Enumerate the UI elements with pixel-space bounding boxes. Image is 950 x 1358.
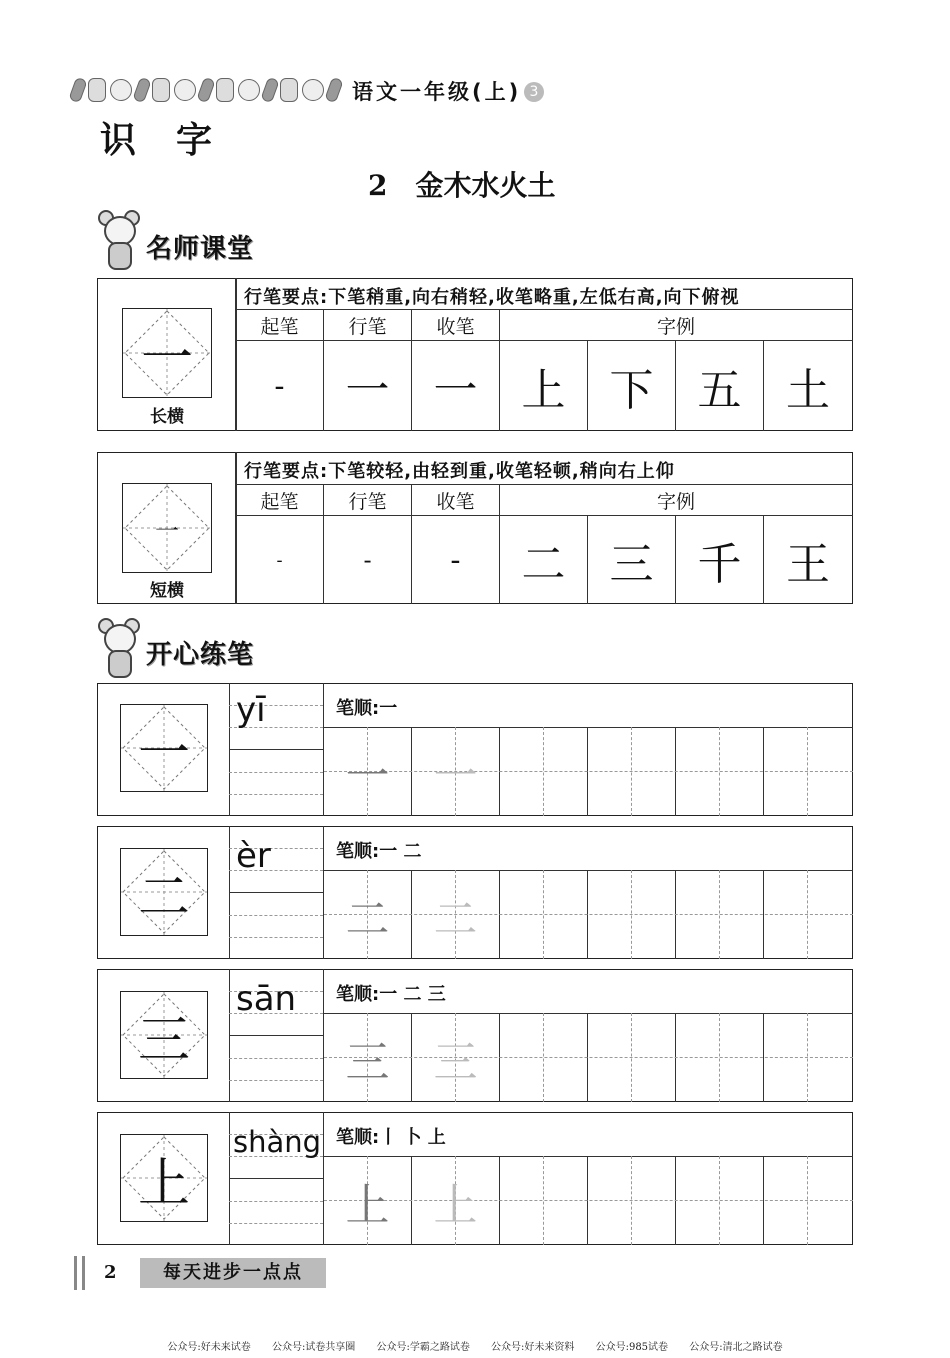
stroke-order-label: 笔顺: xyxy=(336,841,380,862)
stroke-char: 一 xyxy=(140,328,193,389)
stroke-order-value: 一 二 xyxy=(379,841,422,862)
pinyin: sān xyxy=(236,979,297,1019)
step-end: 一 xyxy=(433,365,478,416)
section-title-teacher: 名师课堂 xyxy=(146,234,255,264)
header-start: 起笔 xyxy=(260,491,299,513)
mouse-runner-icon xyxy=(96,616,140,676)
stroke-order xyxy=(336,694,397,720)
stroke-caption: 短横 xyxy=(150,581,184,601)
grade-title: 语文一年级(上) xyxy=(352,80,522,104)
example-char: 五 xyxy=(697,365,742,416)
stroke-order-label: 笔顺: xyxy=(336,984,380,1005)
grade-page-badge: 3 xyxy=(524,82,544,102)
trace-char[interactable]: 上 xyxy=(433,1180,478,1231)
lesson-heading xyxy=(368,164,556,204)
stroke-rule: 行笔要点:下笔稍重,向右稍轻,收笔略重,左低右高,向下俯视 xyxy=(244,287,740,308)
footer-slogan: 每天进步一点点 xyxy=(140,1258,326,1288)
practice-grid xyxy=(120,704,208,792)
practice-char: 三 xyxy=(137,1010,190,1071)
watermark: 公众号:好未来试卷 公众号:试卷共享圈 公众号:学霸之路试卷 公众号:好未来资料 公众号:985试卷 公众号:清北之路试卷 xyxy=(167,1342,783,1353)
trace-char[interactable]: 二 xyxy=(345,894,390,945)
step-end: - xyxy=(450,542,461,578)
pinyin: shàng xyxy=(233,1125,322,1159)
practice-grid xyxy=(120,1134,208,1222)
header-end: 收笔 xyxy=(436,491,475,513)
pencil-icon xyxy=(68,77,87,104)
unit-title: 识字 xyxy=(100,119,253,161)
clock-icon xyxy=(280,78,298,102)
trace-char[interactable]: 上 xyxy=(345,1180,390,1231)
stroke-order-label: 笔顺: xyxy=(336,1127,380,1148)
example-char: 上 xyxy=(521,365,566,416)
cloud-icon xyxy=(174,79,196,101)
header-end: 收笔 xyxy=(436,316,475,338)
stroke-caption: 长横 xyxy=(150,407,184,427)
example-char: 土 xyxy=(786,365,830,416)
practice-grid xyxy=(120,991,208,1079)
example-char: 二 xyxy=(521,539,566,590)
trace-char[interactable]: 三 xyxy=(433,1037,478,1088)
stroke-rule: 行笔要点:下笔较轻,由轻到重,收笔轻顿,稍向右上仰 xyxy=(244,461,675,482)
trace-char[interactable]: 一 xyxy=(345,751,390,802)
stroke-order xyxy=(336,980,446,1006)
cloud-icon xyxy=(302,79,324,101)
practice-grid xyxy=(120,848,208,936)
page-number: 2 xyxy=(104,1262,117,1283)
header-move: 行笔 xyxy=(348,316,387,338)
stroke-char: 一 xyxy=(155,516,179,545)
step-move: - xyxy=(363,546,372,574)
step-start: - xyxy=(274,368,285,404)
practice-char: 一 xyxy=(137,723,190,784)
header-start: 起笔 xyxy=(260,316,299,338)
pencil-icon xyxy=(196,77,215,104)
cloud-icon xyxy=(238,79,260,101)
pinyin: yī xyxy=(236,690,266,730)
header-examples: 字例 xyxy=(656,491,695,513)
stroke-order xyxy=(336,837,421,863)
stroke-order-value: 丨 卜 上 xyxy=(379,1127,446,1148)
stroke-order-value: 一 xyxy=(379,698,398,719)
lesson-title: 金木水火土 xyxy=(415,169,556,202)
trace-char[interactable]: 三 xyxy=(345,1037,390,1088)
pencil-icon xyxy=(132,77,151,104)
example-char: 千 xyxy=(697,539,742,590)
stroke-grid-long xyxy=(122,308,212,398)
stroke-order-value: 一 二 三 xyxy=(379,984,446,1005)
stroke-order xyxy=(336,1123,446,1149)
example-char: 王 xyxy=(786,539,830,590)
pencil-icon xyxy=(324,77,343,104)
clock-icon xyxy=(152,78,170,102)
cloud-icon xyxy=(110,79,132,101)
example-char: 三 xyxy=(609,539,654,590)
header-examples: 字例 xyxy=(656,316,695,338)
practice-char: 二 xyxy=(137,867,190,928)
header-decoration xyxy=(72,72,346,108)
stroke-grid-short xyxy=(122,483,212,573)
clock-icon xyxy=(216,78,234,102)
step-move: 一 xyxy=(345,365,390,416)
header-move: 行笔 xyxy=(348,491,387,513)
clock-icon xyxy=(88,78,106,102)
practice-char: 上 xyxy=(137,1153,190,1214)
step-start: - xyxy=(276,549,283,571)
lesson-number: 2 xyxy=(368,169,388,202)
section-title-practice: 开心练笔 xyxy=(146,640,255,670)
stroke-order-label: 笔顺: xyxy=(336,698,380,719)
pinyin: èr xyxy=(236,836,271,876)
example-char: 下 xyxy=(609,365,654,416)
pencil-icon xyxy=(260,77,279,104)
mouse-teacher-icon xyxy=(96,208,140,268)
trace-char[interactable]: 一 xyxy=(433,751,478,802)
trace-char[interactable]: 二 xyxy=(433,894,478,945)
